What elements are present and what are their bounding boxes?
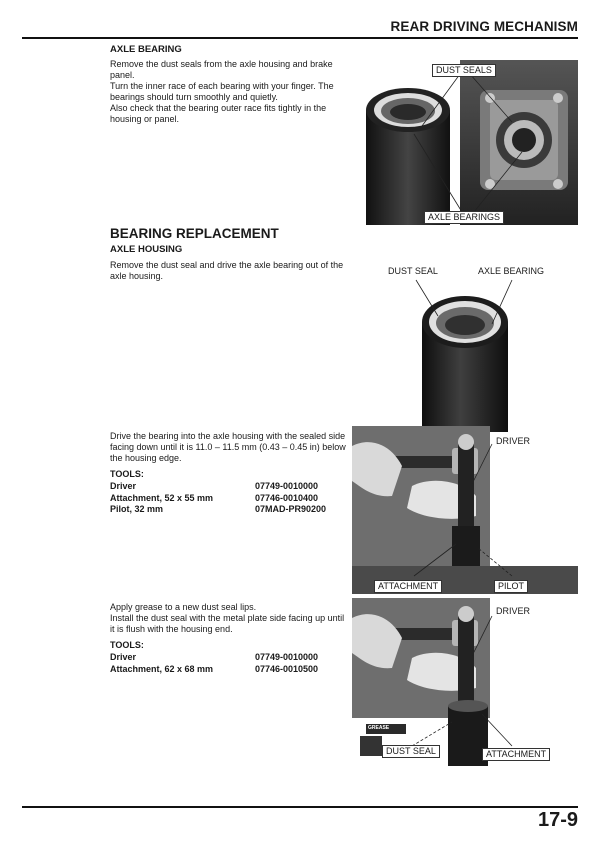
paragraph: Remove the dust seals from the axle housing and brake panel. xyxy=(110,59,333,80)
bearing-replacement-heading: BEARING REPLACEMENT xyxy=(110,226,279,241)
seal-tools-label: TOOLS: xyxy=(110,640,144,650)
axle-housing-figure xyxy=(380,262,580,432)
driver-label: DRIVER xyxy=(496,606,531,616)
dust-seal-label: DUST SEAL xyxy=(388,266,438,276)
axle-housing-photo xyxy=(380,262,580,432)
seal-step-text xyxy=(110,602,350,635)
drive-tools-list xyxy=(110,481,350,516)
grease-label: GREASE xyxy=(368,725,390,731)
tool-part-number: 07746-0010500 xyxy=(255,663,319,674)
paragraph: Turn the inner race of each bearing with your finger. The bearings should turn smoothly and quietly. xyxy=(110,81,334,102)
axle-bearing-photo xyxy=(352,60,578,225)
seal-tools-list xyxy=(110,652,350,675)
pilot-label: PILOT xyxy=(494,580,528,593)
tool-part-number: 07746-0010400 xyxy=(255,492,319,503)
tool-name: Pilot, 32 mm xyxy=(110,504,164,514)
bearing-replacement-text: Remove the dust seal and drive the axle bearing out of the axle housing. xyxy=(110,260,344,281)
axle-bearing-figure xyxy=(352,60,578,225)
tool-name: Driver xyxy=(110,481,137,491)
paragraph: Install the dust seal with the metal plate side facing up until it is flush with the housing end. xyxy=(110,613,345,634)
attachment-label: ATTACHMENT xyxy=(374,580,442,593)
axle-bearing-heading: AXLE BEARING xyxy=(110,44,182,55)
tool-row xyxy=(110,481,350,493)
drive-step-text: Drive the bearing into the axle housing with the sealed side facing down until it is 11.0 – 11.5 mm (0.43 – 0.45 in) below the housing edge. xyxy=(110,431,346,463)
drive-tools-label: TOOLS: xyxy=(110,469,144,479)
dust-seal-label: DUST SEAL xyxy=(382,745,440,758)
drive-bearing-photo xyxy=(352,426,578,594)
tool-name: Attachment, 52 x 55 mm xyxy=(110,492,214,503)
paragraph: Also check that the bearing outer race fits tightly in the housing or panel. xyxy=(110,103,327,124)
tool-row xyxy=(110,664,350,676)
tool-part-number: 07749-0010000 xyxy=(255,652,319,662)
install-seal-figure xyxy=(352,598,578,766)
install-seal-photo xyxy=(352,598,578,766)
tool-name: Attachment, 62 x 68 mm xyxy=(110,663,214,674)
dust-seals-label: DUST SEALS xyxy=(432,64,496,77)
tool-row xyxy=(110,504,350,516)
axle-housing-subheading: AXLE HOUSING xyxy=(110,244,183,255)
tool-row xyxy=(110,652,350,664)
axle-bearing-label: AXLE BEARING xyxy=(478,266,545,276)
tool-part-number: 07MAD-PR90200 xyxy=(255,504,327,514)
attachment-label: ATTACHMENT xyxy=(482,748,550,761)
tool-part-number: 07749-0010000 xyxy=(255,481,319,491)
drive-bearing-figure xyxy=(352,426,578,594)
tool-name: Driver xyxy=(110,652,137,662)
header-rule xyxy=(22,37,578,39)
tool-row xyxy=(110,493,350,505)
page-number: 17-9 xyxy=(537,809,578,831)
axle-bearing-text xyxy=(110,59,350,125)
paragraph: Apply grease to a new dust seal lips. xyxy=(110,602,257,612)
driver-label: DRIVER xyxy=(496,436,531,446)
page-header-title: REAR DRIVING MECHANISM xyxy=(390,19,578,34)
footer-rule xyxy=(22,806,578,808)
axle-bearings-label: AXLE BEARINGS xyxy=(424,211,504,224)
